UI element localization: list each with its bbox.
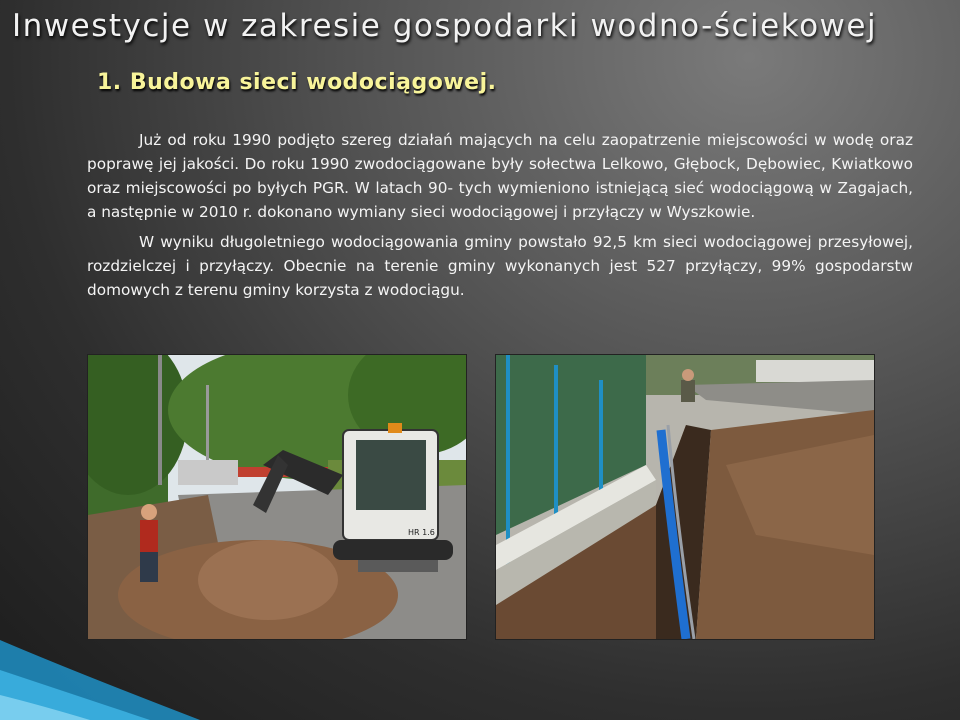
slide-subtitle: 1. Budowa sieci wodociągowej. <box>97 70 497 95</box>
trench-pipe-photo <box>495 354 875 640</box>
excavator-photo <box>87 354 467 640</box>
paragraph-1: Już od roku 1990 podjęto szereg działań mających na celu zaopatrzenie miejscowości w wodę oraz poprawę jej jakości. Do roku 1990 zwodociągowane były sołectwa Lelkowo, Głębock, Dębowiec, Kwiatkowo oraz miejscowości po byłych PGR. W latach 90- tych wymieniono istniejącą sieć wodociągową w Zagajach, a następnie w 2010 r. dokonano wymiany sieci wodociągowej i przyłączy w Wyszkowie. <box>87 131 913 221</box>
trench-pipe-photo-image <box>496 355 874 639</box>
body-text <box>87 128 913 308</box>
excavator-label: HR 1.6 <box>408 528 435 537</box>
corner-swoosh-decoration <box>0 600 200 720</box>
excavator-photo-image <box>88 355 466 639</box>
slide-title: Inwestycje w zakresie gospodarki wodno-ściekowej <box>12 8 878 44</box>
paragraph-2: W wyniku długoletniego wodociągowania gminy powstało 92,5 km sieci wodociągowej przesyłowej, rozdzielczej i przyłączy. Obecnie na terenie gminy wykonanych jest 527 przyłączy, 99% gospodarstw domowych z terenu gminy korzysta z wodociągu. <box>87 233 913 299</box>
